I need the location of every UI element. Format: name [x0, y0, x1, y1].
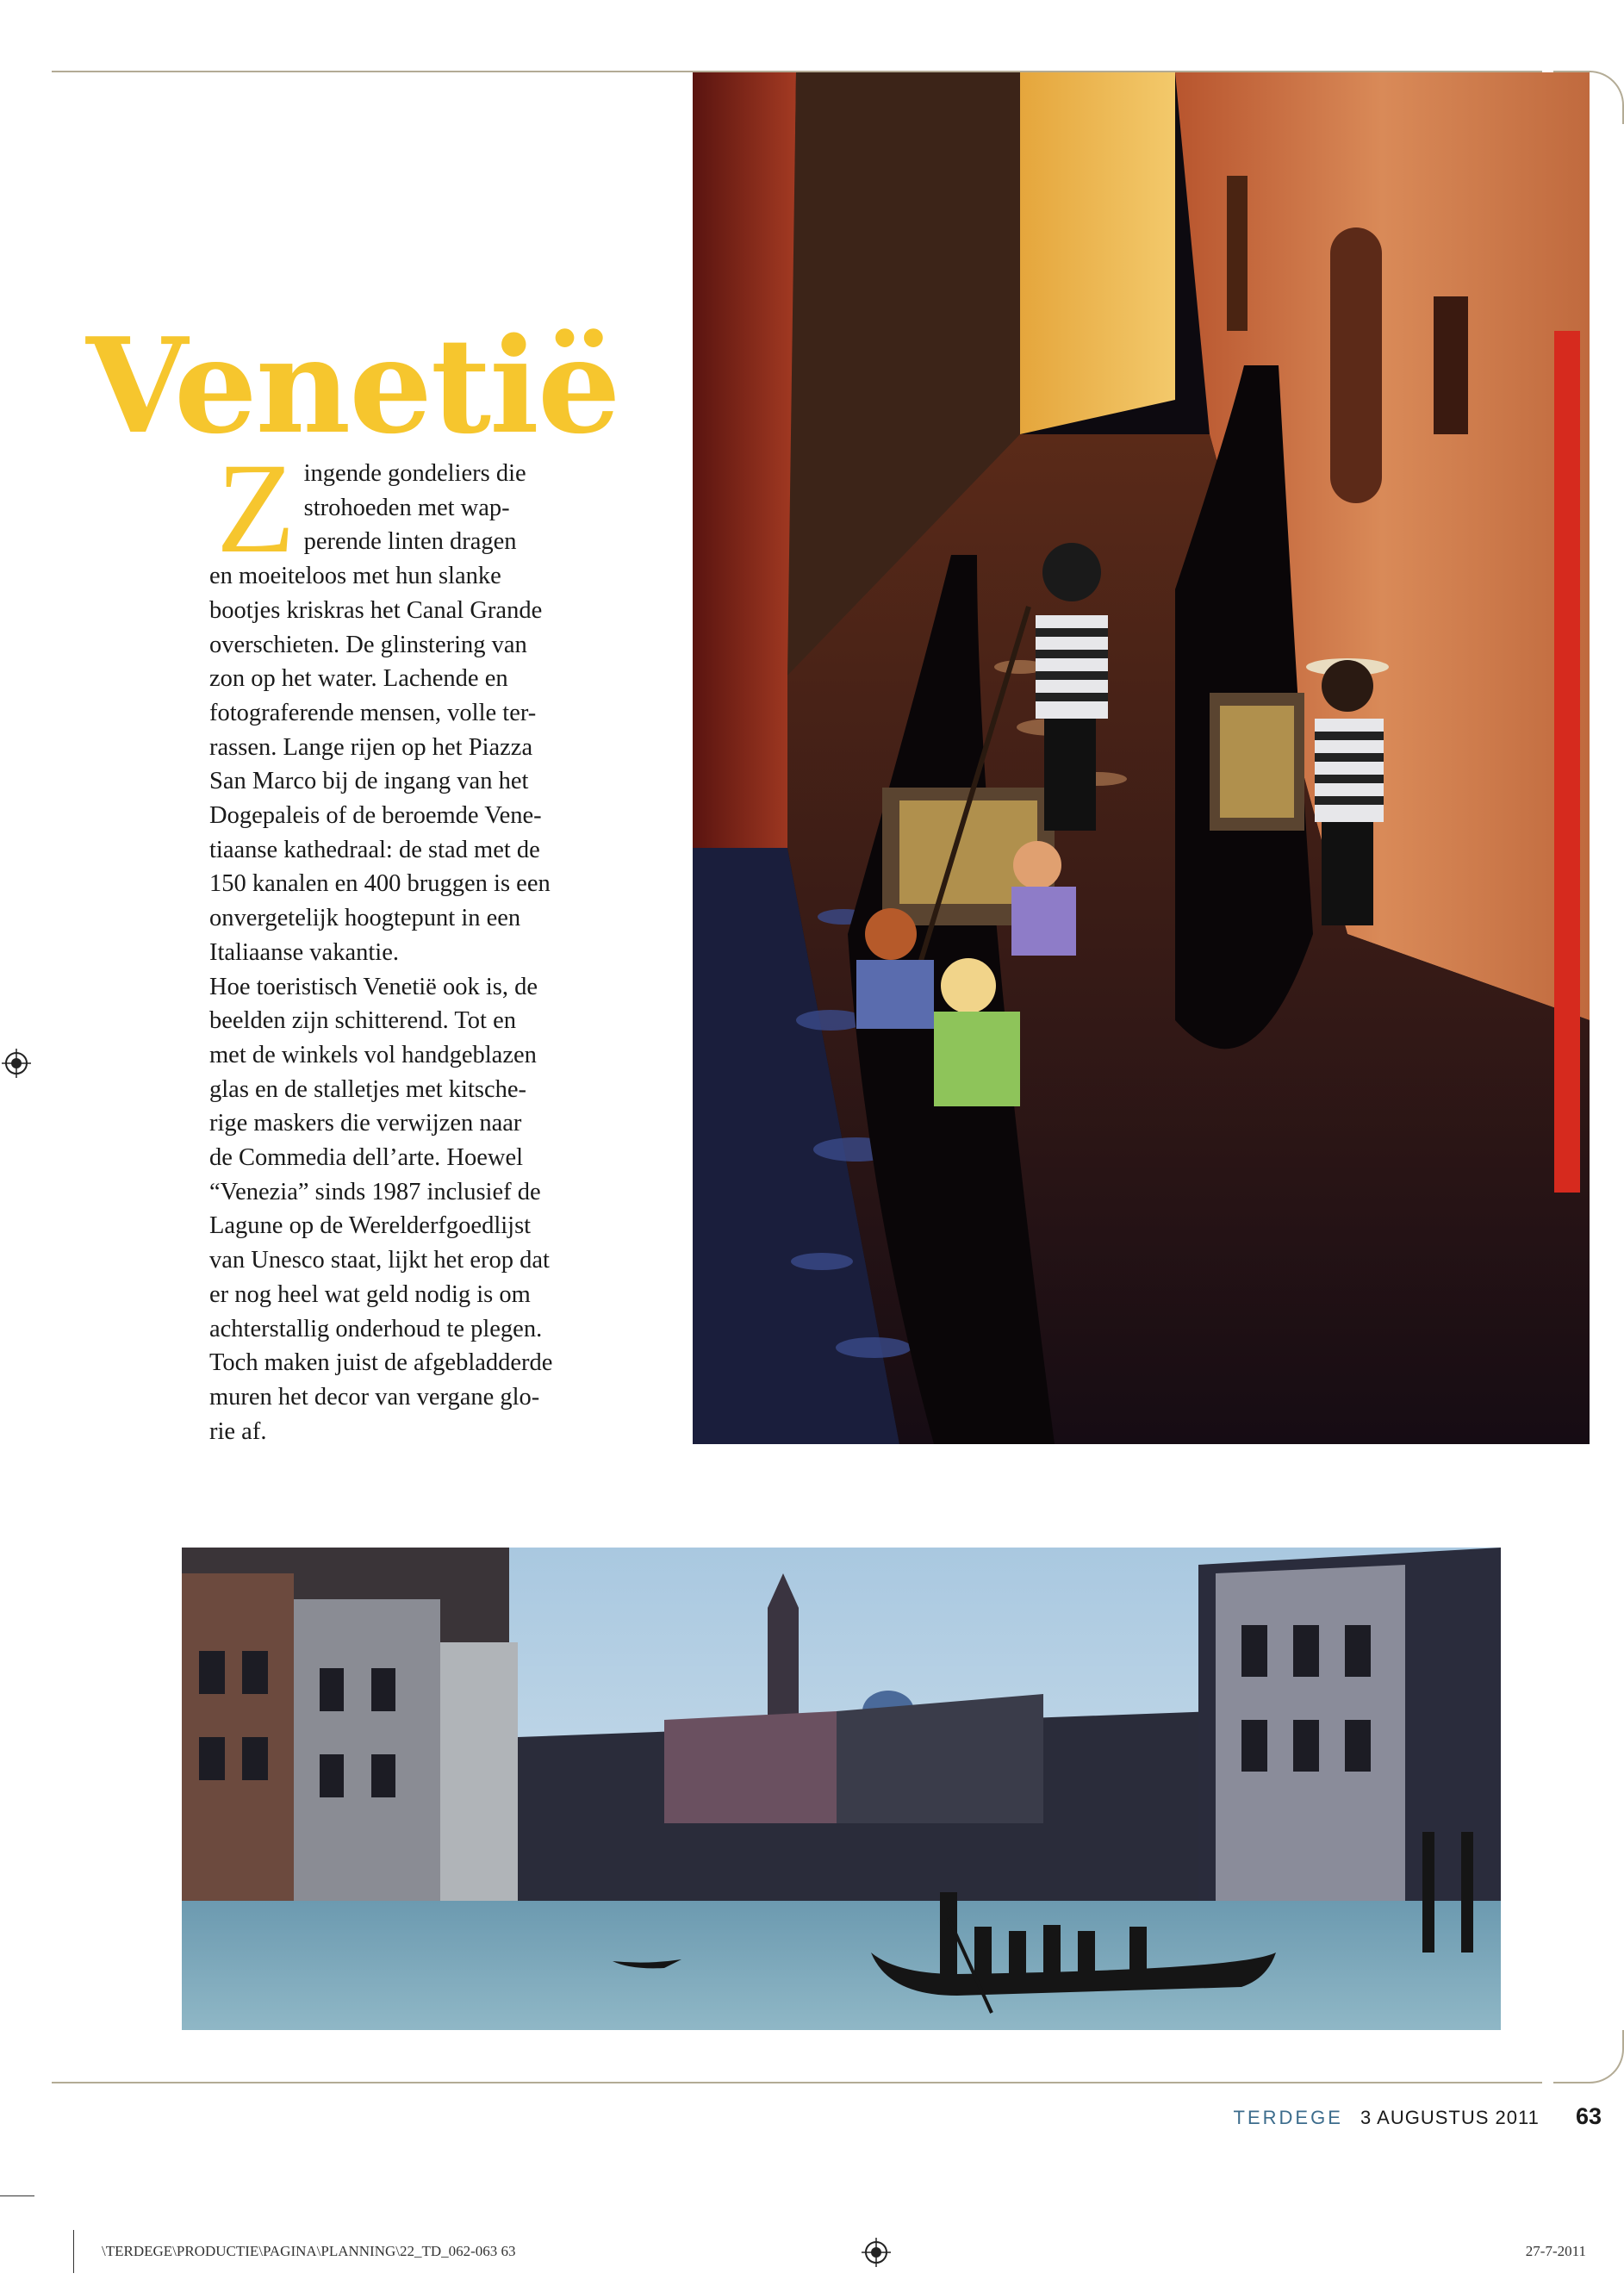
print-date-slug: 27-7-2011	[1525, 2243, 1586, 2259]
canal-grande-photo	[182, 1548, 1501, 2030]
article-body-text: ingende gondeliers die strohoeden met wap- perende linten dragen en moeiteloos met hun slanke bootjes kriskras het Canal Grande overschieten. De glinstering van zon op het water. Lachende en fotograferende mensen, volle ter- rassen. Lange rijen op het Piazza San Marco bij de ingang van het Dogepaleis of de beroemde Vene- tiaanse kathedraal: de stad met de 150 kanalen en 400 bruggen is een onvergetelijk hoogtepunt in een Italiaanse vakantie. Hoe toeristisch Venetië ook is, de beelden zijn schitterend. Tot en met de winkels vol handgeblazen glas en de stalletjes met kitsche- rige maskers die verwijzen naar de Commedia dell’arte. Hoewel “Venezia” sinds 1987 inclusief de Lagune op de Werelderfgoedlijst van Unesco staat, lijkt het erop dat er nog heel wat geld nodig is om achterstallig onderhoud te plegen. Toch maken juist de afgebladderde muren het decor van vergane glo- rie af.	[209, 460, 553, 1445]
article-body	[209, 437, 606, 1448]
issue-date: 3 AUGUSTUS 2011	[1360, 2107, 1540, 2128]
gondola-canal-photo	[693, 72, 1590, 1444]
registration-mark-icon	[862, 2238, 891, 2267]
crop-mark	[73, 2230, 74, 2273]
page-number: 63	[1575, 2103, 1602, 2129]
registration-mark-icon	[2, 1049, 31, 1078]
bottom-corner-rule	[1553, 2030, 1624, 2083]
crop-mark	[0, 2195, 34, 2196]
page-footer	[1233, 2103, 1602, 2130]
file-path-slug: \TERDEGE\PRODUCTIE\PAGINA\PLANNING\22_TD_062-063 63	[102, 2243, 516, 2259]
article-title: Venetië	[86, 308, 619, 463]
drop-cap: Z	[216, 437, 296, 580]
magazine-name: TERDEGE	[1233, 2107, 1343, 2128]
bottom-rule	[52, 2082, 1542, 2083]
